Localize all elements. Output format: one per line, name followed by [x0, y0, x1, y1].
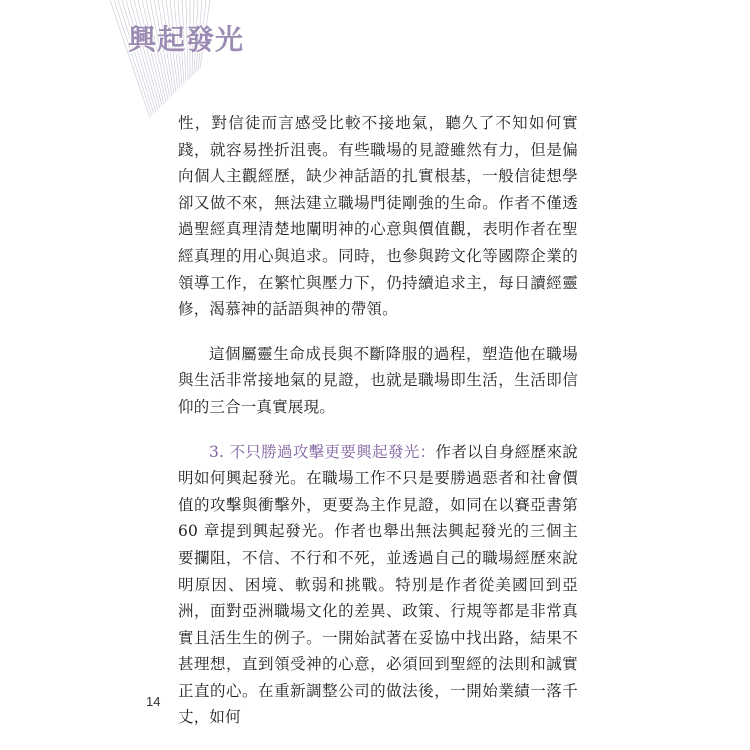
page-number: 14	[146, 694, 161, 709]
header-logo: 興起發光	[128, 23, 245, 56]
section-text: 作者以自身經歷來說明如何興起發光。在職場工作不只是要勝過惡者和社會價值的攻擊與衝擊外，更要為主作見證，如同在以賽亞書第 60 章提到興起發光。作者也舉出無法興起發光的三個主要攔阻，不信、不行和不死，並透過自己的職場經歷來說明原因、困境、軟弱和挑戰。特別是作者從美國回到亞洲，面對亞洲職場文化的差異、政策、行規等都是非常真實且活生生的例子。一開始試著在妥協中找出路，結果不甚理想，直到領受神的心意，必須回到聖經的法則和誠實正直的心。在重新調整公司的做法後，一開始業績一落千丈，如何	[178, 442, 578, 727]
section-heading: 3. 不只勝過攻擊更要興起發光：	[209, 442, 436, 461]
body-paragraph	[178, 439, 578, 732]
body-paragraph: 性，對信徒而言感受比較不接地氣，聽久了不知如何實踐，就容易挫折沮喪。有些職場的見證雖然有力，但是偏向個人主觀經歷，缺少神話語的扎實根基，一般信徒想學卻又做不來，無法建立職場門徒剛強的生命。作者不僅透過聖經真理清楚地闡明神的心意與價值觀，表明作者在聖經真理的用心與追求。同時，也參與跨文化等國際企業的領導工作，在繁忙與壓力下，仍持續追求主，每日讀經靈修，渴慕神的話語與神的帶領。	[178, 114, 578, 319]
body-paragraph: 這個屬靈生命成長與不斷降服的過程，塑造他在職場與生活非常接地氣的見證，也就是職場即生活，生活即信仰的三合一真實展現。	[178, 344, 578, 416]
main-body	[178, 110, 578, 731]
